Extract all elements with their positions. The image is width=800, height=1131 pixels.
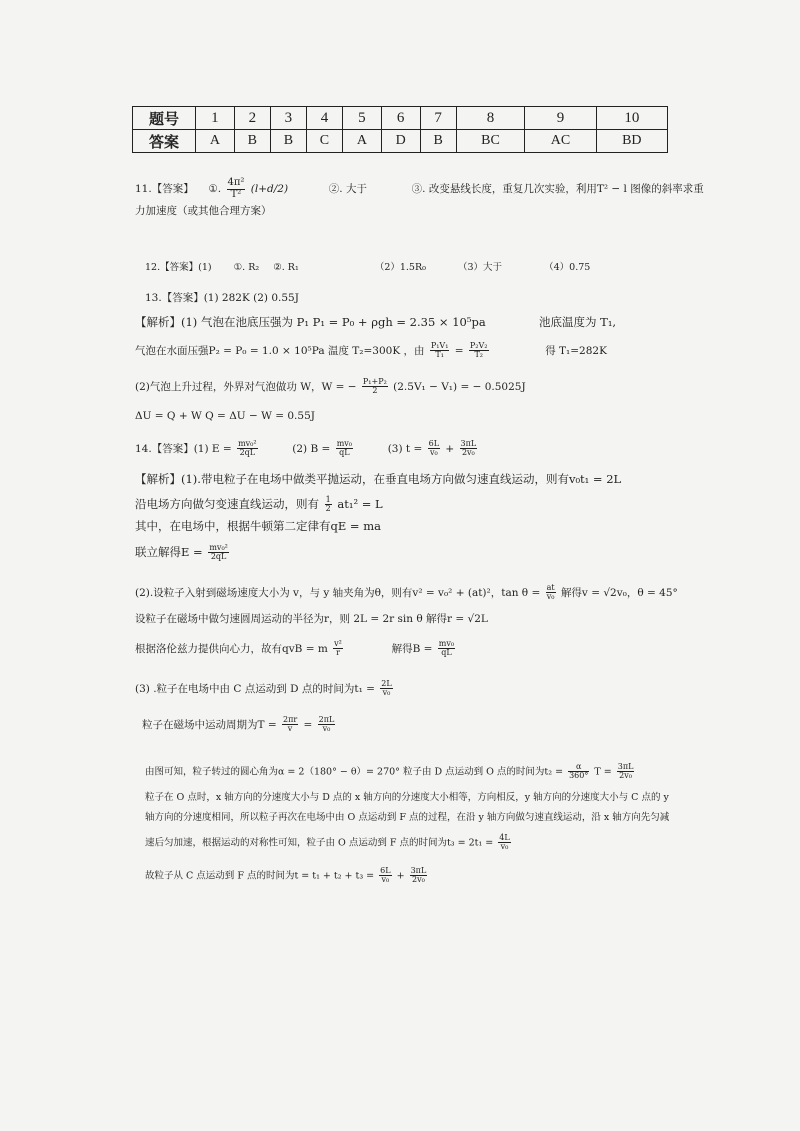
q14-text: 故粒子从 C 点运动到 F 点的时间为t = t₁ + t₂ + t₃ = [145, 870, 375, 882]
fraction-numerator: P₁+P₂ [362, 377, 387, 386]
table-row-answers [133, 130, 668, 153]
q14-text: 速后匀加速，根据运动的对称性可知，粒子由 O 点运动到 F 点的时间为t₃ = 2t₁ = [145, 837, 494, 849]
fraction-numerator: 6L [380, 866, 391, 875]
q14-v2r-fraction [333, 640, 343, 658]
fraction-numerator: mv₀² [209, 543, 228, 552]
q14-line6: 设粒子在磁场中做匀速圆周运动的半径为r，则 2L = 2r sin θ 解得r = √2L [135, 613, 488, 625]
answer-cell: BD [596, 130, 667, 153]
q11-line2: 力加速度（或其他合理方案） [135, 205, 272, 217]
q12-prefix: 12.【答案】(1) [145, 262, 212, 273]
q12-part1: ①. R₂ [233, 262, 260, 273]
answer-cell: A [342, 130, 381, 153]
q14-text: 联立解得E = [135, 544, 203, 559]
q13-analysis-text: 【解析】(1) 气泡在池底压强为 P₁ P₁ = P₀ + ρgh = 2.35 × 10⁵pa [135, 315, 486, 329]
fraction-denominator: qL [441, 648, 452, 658]
fraction-numerator: 2L [381, 679, 392, 688]
fraction-denominator: v₀ [429, 448, 438, 458]
fraction-numerator: 2πr [282, 715, 298, 724]
q14-line3: 其中，在电场中，根据牛顿第二定律有qE = ma [135, 519, 381, 533]
fraction-denominator: qL [339, 448, 350, 458]
fraction-denominator: v₀ [322, 724, 331, 734]
q12-part3: （2）1.5R₀ [374, 262, 426, 273]
answer-cell: B [420, 130, 456, 153]
q14-line13 [145, 834, 513, 852]
number-cell: 1 [196, 107, 235, 130]
fraction-denominator: 2v₀ [412, 875, 425, 885]
answer-cell: D [381, 130, 420, 153]
q13-analysis-result: 得 T₁=282K [545, 344, 607, 357]
q14-t3-fraction [498, 834, 510, 852]
q14-text: 根据洛伦兹力提供向心力，故有qvB = m [135, 642, 328, 655]
fraction-denominator: v₀ [500, 842, 509, 852]
q14-total-fraction1 [379, 867, 391, 885]
fraction-denominator: 2 [372, 386, 378, 396]
q14-text: 由图可知，粒子转过的圆心角为α = 2（180° − θ）= 270° 粒子由 D 点运动到 O 点的时间为t₂ = [145, 766, 564, 778]
fraction-numerator: 1 [325, 495, 331, 504]
number-cell: 9 [525, 107, 596, 130]
q13-answer: 13.【答案】(1) 282K (2) 0.55J [145, 292, 299, 304]
q14-line7 [135, 640, 457, 658]
fraction-denominator: 2qL [239, 448, 256, 458]
q14-result: 解得v = √2v₀，θ = 45° [560, 586, 678, 599]
number-cell: 2 [234, 107, 270, 130]
q13-analysis-line3 [135, 378, 526, 396]
q13-fraction-3 [362, 378, 388, 396]
q12-line [145, 262, 590, 274]
fraction-numerator: α [568, 763, 589, 772]
q11-part1-mark: ①. [208, 183, 222, 195]
number-cell: 4 [306, 107, 342, 130]
number-cell: 3 [270, 107, 306, 130]
fraction-numerator: 2πL [318, 715, 335, 724]
fraction-denominator: T₁ [435, 350, 444, 360]
q14-text: (3) .粒子在电场中由 C 点运动到 D 点的时间为t₁ = [135, 682, 375, 695]
q13-analysis-temp: 池底温度为 T₁, [539, 315, 617, 329]
q14-answer2-fraction [336, 440, 353, 458]
fraction-numerator: mv₀ [336, 439, 352, 448]
fraction-denominator: 2v₀ [461, 448, 475, 458]
q13-analysis-line4: ΔU = Q + W Q = ΔU − W = 0.55J [135, 410, 315, 422]
fraction-numerator: mv₀² [238, 439, 257, 448]
q14-angle-fraction [568, 763, 589, 781]
answer-cell: B [234, 130, 270, 153]
number-cell: 8 [456, 107, 525, 130]
q12-part5: （4）0.75 [544, 262, 591, 273]
q14-line14 [145, 867, 429, 885]
q14-t1-fraction [380, 680, 392, 698]
fraction-denominator: 2qL [210, 552, 227, 562]
answer-label: 答案 [133, 130, 196, 153]
q14-b-fraction [438, 640, 455, 658]
answer-cell: B [270, 130, 306, 153]
q13-analysis-text: 气泡在水面压强P₂ = P₀ = 1.0 × 10⁵Pa 温度 T₂=300K ，由 [135, 344, 425, 357]
q14-answer2-label: (2) B = [292, 442, 331, 455]
answer-cell: AC [525, 130, 596, 153]
q14-text: 沿电场方向做匀变速直线运动，则有 [135, 496, 319, 511]
answer-cell: BC [456, 130, 525, 153]
q12-part4: （3）大于 [458, 262, 503, 273]
q13-fraction-1 [430, 342, 450, 360]
fraction-denominator: v₀ [382, 688, 391, 698]
number-cell: 5 [342, 107, 381, 130]
q14-line2 [135, 496, 383, 514]
q14-line5 [135, 584, 678, 602]
q11-formula-fraction [227, 178, 246, 200]
equals-sign: = [303, 718, 313, 731]
q14-total-fraction2 [410, 867, 428, 885]
q14-line8 [135, 680, 395, 698]
answer-cell: C [306, 130, 342, 153]
fraction-denominator: v₀ [381, 875, 390, 885]
fraction-denominator: 360° [569, 771, 589, 781]
q14-tan-fraction [546, 584, 556, 602]
q14-line12: 轴方向的分速度相同，所以粒子再次在电场中由 O 点运动到 F 点的过程，在沿 y 轴方向做匀速直线运动，沿 x 轴方向先匀减 [145, 812, 670, 823]
q12-part2: ②. R₁ [273, 262, 299, 273]
fraction-denominator: 2 [325, 504, 331, 514]
q14-text: (2).设粒子入射到磁场速度大小为 v，与 y 轴夹角为θ，则有v² = v₀² + (at)²，tan θ = [135, 586, 541, 599]
q14-answer3-label: (3) t = [387, 442, 423, 455]
q13-analysis-work: (2.5V₁ − V₁) = − 0.5025J [393, 380, 526, 393]
fraction-numerator: mv₀ [438, 639, 455, 648]
q14-line11: 粒子在 O 点时，x 轴方向的分速度大小与 D 点的 x 轴方向的分速度大小相等，方向相反，y 轴方向的分速度大小与 C 点的 y [145, 792, 669, 803]
q13-analysis-text: (2)气泡上升过程，外界对气泡做功 W，W = − [135, 380, 357, 393]
answer-cell: A [196, 130, 235, 153]
q13-analysis-line1 [135, 315, 616, 329]
q14-answer3-fraction1 [428, 440, 440, 458]
number-cell: 7 [420, 107, 456, 130]
fraction-numerator: v² [334, 639, 342, 648]
fraction-denominator: v [287, 724, 293, 734]
q14-e-fraction [208, 544, 229, 562]
answer-table [132, 106, 668, 153]
q14-period-fraction1 [282, 716, 298, 734]
plus-sign: + [396, 870, 405, 882]
fraction-numerator: 3πL [460, 439, 477, 448]
q14-text: 粒子在磁场中运动周期为T = [142, 718, 277, 731]
fraction-denominator: T² [230, 188, 242, 200]
fraction-numerator: 4π² [227, 177, 245, 188]
q11-part3: ③. 改变悬线长度，重复几次实验，利用T² − l 图像的斜率求重 [411, 183, 704, 195]
fraction-denominator: v₀ [546, 592, 555, 602]
q14-line1: 【解析】(1).带电粒子在电场中做类平抛运动，在垂直电场方向做匀速直线运动，则有v₀t₁ = 2L [135, 472, 622, 486]
q11-part2: ②. 大于 [328, 183, 367, 195]
fraction-denominator: T₂ [474, 350, 483, 360]
fraction-denominator: r [336, 648, 340, 658]
q14-answer-prefix: 14.【答案】(1) E = [135, 442, 232, 455]
q13-fraction-2 [469, 342, 489, 360]
q11-line1 [135, 178, 704, 200]
q14-answer [135, 440, 479, 458]
fraction-numerator: 6L [428, 439, 440, 448]
plus-sign: + [445, 442, 455, 455]
q14-line4 [135, 544, 231, 562]
q14-answer3-fraction2 [460, 440, 478, 458]
q14-result-label: 解得B = [391, 642, 433, 655]
fraction-numerator: at [546, 583, 555, 592]
q13-analysis-line2 [135, 342, 607, 360]
number-cell: 10 [596, 107, 667, 130]
fraction-denominator: 2v₀ [619, 771, 632, 781]
fraction-numerator: 4L [499, 833, 510, 842]
q11-formula-tail: (l+d/2) [250, 183, 289, 195]
fraction-numerator: P₂V₂ [469, 341, 488, 350]
q14-answer1-fraction [237, 440, 258, 458]
q14-line10 [145, 763, 636, 781]
fraction-numerator: 3πL [617, 762, 634, 771]
fraction-numerator: 3πL [410, 866, 427, 875]
table-row-numbers [133, 107, 668, 130]
q14-equation: T = [594, 766, 612, 778]
q14-line9 [142, 716, 337, 734]
fraction-numerator: P₁V₁ [430, 341, 449, 350]
q14-period-fraction2 [318, 716, 336, 734]
header-label: 题号 [133, 107, 196, 130]
q14-half-fraction [325, 496, 332, 514]
number-cell: 6 [381, 107, 420, 130]
q14-equation: at₁² = L [337, 496, 383, 511]
q11-prefix: 11.【答案】 [135, 183, 194, 195]
equals-sign: = [454, 344, 464, 357]
q14-t2-fraction [617, 763, 635, 781]
